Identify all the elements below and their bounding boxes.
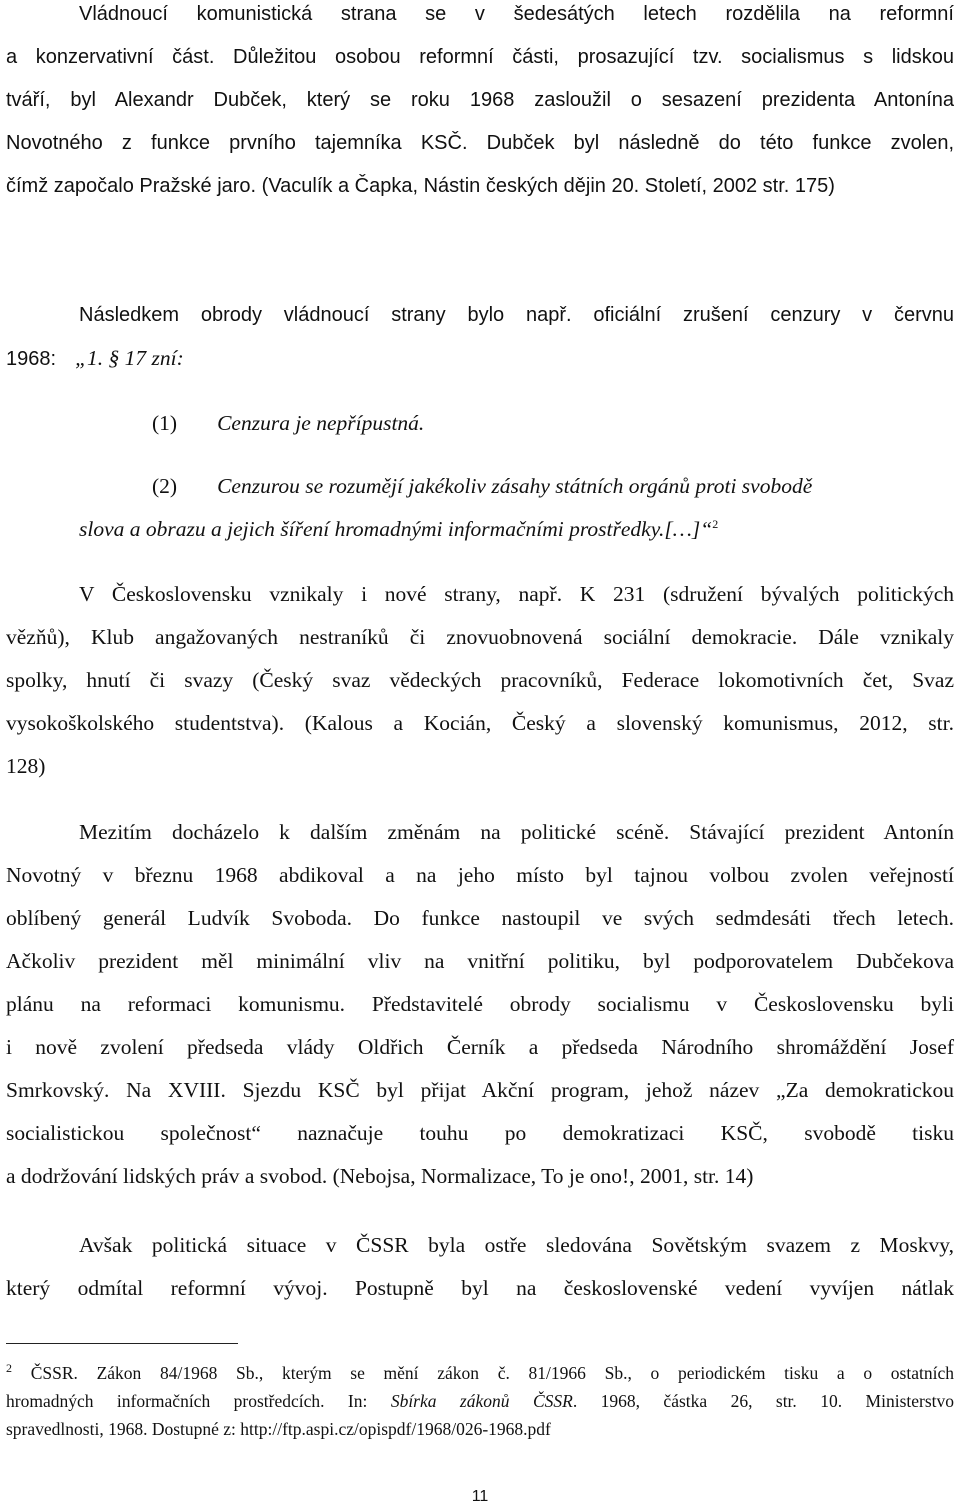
year-label: 1968: — [6, 348, 57, 370]
item-text-continued: slova a obrazu a jejich šíření hromadnými informačními prostředky.[…]“ — [79, 517, 713, 541]
text-line: Vládnoucí komunistická strana se v šedesátých letech rozdělila na reformní — [79, 3, 954, 25]
text-line: vysokoškolského studentstva). (Kalous a Kocián, Český a slovenský komunismus, 2012, str. — [6, 711, 954, 735]
text-line: který odmítal reformní vývoj. Postupně byl na československé vedení vyvíjen nátlak — [6, 1276, 954, 1300]
text-line: Mezitím docházelo k dalším změnám na politické scéně. Stávající prezident Antonín — [79, 820, 954, 844]
text-line: oblíbený generál Ludvík Svoboda. Do funkce nastoupil ve svých sedmdesáti třech letech. — [6, 906, 954, 930]
text-line: spolky, hnutí či svazy (Český svaz vědeckých pracovníků, Federace lokomotivních čet, Svaz — [6, 668, 954, 692]
footnote-separator — [6, 1343, 238, 1344]
quote-item-1 — [152, 409, 954, 437]
footnote-number: 2 — [6, 1361, 12, 1376]
footnote-text: hromadných informačních prostředcích. In: — [6, 1391, 391, 1411]
footnote-source-title: Sbírka zákonů ČSSR — [390, 1391, 573, 1411]
footnote-text: ČSSR. Zákon 84/1968 Sb., kterým se mění zákon č. 81/1966 Sb., o periodickém tisku a o ostatních — [30, 1363, 954, 1383]
text-line: čímž započalo Pražské jaro. (Vaculík a Čapka, Nástin českých dějin 20. Století, 2002 str. 175) — [6, 175, 835, 197]
text-line: Následkem obrody vládnoucí strany bylo např. oficiální zrušení cenzury v červnu — [79, 304, 954, 326]
text-line: Avšak politická situace v ČSSR byla ostře sledována Sovětským svazem z Moskvy, — [79, 1233, 954, 1257]
text-line: Smrkovský. Na XVIII. Sjezdu KSČ byl přijat Akční program, jehož název „Za demokratickou — [6, 1078, 954, 1102]
text-line: vězňů), Klub angažovaných nestraníků či znovuobnovená sociální demokracie. Dále vznikaly — [6, 625, 954, 649]
item-text: Cenzurou se rozumějí jakékoliv zásahy státních orgánů proti svobodě — [217, 474, 813, 498]
text-line: 128) — [6, 754, 46, 778]
footnote-line: spravedlnosti, 1968. Dostupné z: http://ftp.aspi.cz/opispdf/1968/026-1968.pdf — [6, 1419, 551, 1439]
text-line: a dodržování lidských práv a svobod. (Nebojsa, Normalizace, To je ono!, 2001, str. 14) — [6, 1164, 754, 1188]
text-line: Ačkoliv prezident měl minimální vliv na vnitřní politiku, byl podporovatelem Dubčekova — [6, 949, 954, 973]
text-line — [6, 344, 954, 373]
quote-heading: „1. § 17 zní: — [75, 346, 184, 370]
footnote-line — [6, 1362, 954, 1384]
footnote-line — [6, 1390, 954, 1412]
text-line: socialistickou společnost“ naznačuje touhu po demokratizaci KSČ, svobodě tisku — [6, 1121, 954, 1145]
text-line: V Československu vznikaly i nové strany, např. K 231 (sdružení bývalých politických — [79, 582, 954, 606]
text-line: i nově zvolení předseda vlády Oldřich Černík a předseda Národního shromáždění Josef — [6, 1035, 954, 1059]
quote-item-2 — [152, 472, 954, 500]
item-number: (2) — [152, 474, 178, 498]
item-text: Cenzura je nepřípustná. — [217, 411, 425, 435]
text-line: Novotného z funkce prvního tajemníka KSČ. Dubček byl následně do této funkce zvolen, — [6, 132, 954, 154]
text-line: a konzervativní část. Důležitou osobou reformní části, prosazující tzv. socialismus s lidskou — [6, 46, 954, 68]
text-line: Novotný v březnu 1968 abdikoval a na jeho místo byl tajnou volbou zvolen veřejností — [6, 863, 954, 887]
text-line — [79, 515, 954, 543]
text-line: plánu na reformaci komunismu. Představitelé obrody socialismu v Československu byli — [6, 992, 954, 1016]
item-number: (1) — [152, 411, 178, 435]
footnote-reference: 2 — [712, 516, 719, 531]
text-line: tváří, byl Alexandr Dubček, který se roku 1968 zasloužil o sesazení prezidenta Antonína — [6, 89, 954, 111]
footnote-text: . 1968, částka 26, str. 10. Ministerstvo — [572, 1391, 955, 1411]
page-number: 11 — [471, 1488, 489, 1505]
